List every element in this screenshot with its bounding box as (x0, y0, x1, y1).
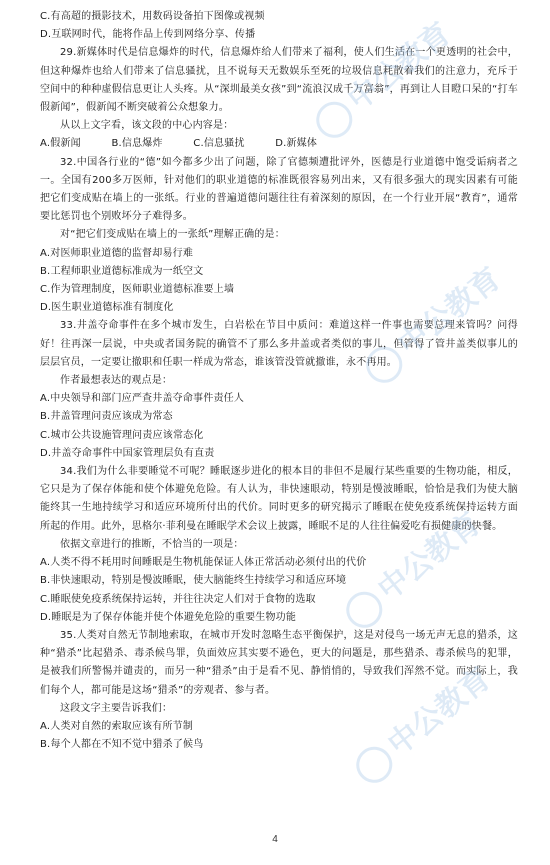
option-line: B.非快速眼动，特别是慢波睡眠，使大脑能终生持续学习和适应环境 (40, 575, 347, 587)
paragraph: 33.井盖夺命事件在多个城市发生，白岩松在节目中质问：难道这样一件事也需要总理来管吗？问得好！往再深一层说，中央或者国务院的确管不了那么多井盖或者类似的事儿，但管得了管井盖类似事儿的层层官员，一定要让撤职和任职一样成为常态，谁该管没管就撤谁，永不再用。 (40, 320, 518, 368)
watermark-logo: 中公教育 (353, 255, 508, 390)
watermark-logo: 中公教育 (333, 500, 488, 635)
option-line: A.人类不得不耗用时间睡眠是生物机能保证人体正常活动必须付出的代价 (40, 557, 367, 569)
option-line: B.井盖管理问责应该成为常态 (40, 411, 173, 423)
option-line: A.中央领导和部门应严查井盖夺命事件责任人 (40, 393, 245, 405)
paragraph: 作者最想表达的观点是： (60, 375, 173, 387)
option-line: A.对医师职业道德的监督却易行难 (40, 247, 194, 259)
option-line: D.井盖夺命事件中国家管理层负有直责 (40, 447, 215, 459)
option-line: B.每个人都在不知不觉中猎杀了候鸟 (40, 739, 204, 751)
option-line: C.城市公共设施管理问责应该常态化 (40, 429, 204, 441)
paragraph: 35.人类对自然无节制地索取，在城市开发时忽略生态平衡保护，这是对侵鸟一场无声无息的猎杀，这种“猎杀”比起猎杀、毒杀候鸟罪，负面效应其实要不逊色，更大的问题是，那些猎杀、毒杀候鸟的犯罪，是被我们所警惕并谴责的，而另一种“猎杀”由于是看不见、静悄悄的，导致我们浑然不觉。而实际上，我们每个人，都可能是这场“猎杀”的旁观者、参与者。 (40, 629, 518, 696)
option-line: C.有高超的摄影技术，用数码设备拍下图像或视频 (40, 11, 265, 22)
watermark-logo: 中公教育 (303, 10, 458, 145)
paragraph: 这段文字主要告诉我们： (60, 702, 173, 714)
option-line: D.睡眠是为了保存体能并使个体避免危险的重要生物功能 (40, 611, 297, 623)
paragraph: 对“把它们变成贴在墙上的一张纸”理解正确的是： (60, 229, 285, 241)
option-line: D.医生职业道德标准有制度化 (40, 302, 174, 314)
option-line: C.作为管理制度，医师职业道德标准要上墙 (40, 284, 235, 296)
paragraph: 依据文章进行的推断，不恰当的一项是： (60, 538, 244, 550)
option-line: A.假新闻 B.信息爆炸 C.信息骚扰 D.新媒体 (40, 138, 318, 150)
paragraph: 32.中国各行业的“德”如今都多少出了问题，除了官德频遭批评外，医德是行业道德中饱受诟病者之一。全国有200多万医师，针对他们的职业道德的标准既很容易列出来，又有很多强大的现实因素有可能把它们变成贴在墙上的一张纸。行业的普遍道德问题往往有着深刻的原因，在一个行业开展“教育”，通常要比惩罚也个别败坏分子难得多。 (40, 156, 518, 223)
document-body (40, 8, 518, 754)
option-line: A.人类对自然的索取应该有所节制 (40, 720, 194, 732)
watermark-logo: 中公教育 (343, 655, 498, 790)
paragraph: 从以上文字看，该文段的中心内容是： (60, 120, 234, 132)
option-line: C.睡眠使免疫系统保持运转，并往往决定人们对于食物的选取 (40, 593, 316, 605)
option-line: D.互联网时代，能将作品上传到网络分享、传播 (40, 29, 256, 41)
paragraph: 34.我们为什么非要睡觉不可呢？睡眠逐步进化的根本目的非但不是履行某些重要的生物功能，相反，它只是为了保存体能和使个体避免危险。有人认为，非快速眼动，特别是慢波睡眠，恰恰是我们为使大脑能终其一生地持续学习和适应环境所付出的代价。同时更多的研究揭示了睡眠在使免疫系统保持运转方面所起的作用。此外，思格尔·菲利曼在睡眠学术会议上披露，睡眠不足的人往往偏爱吃有损健康的快餐。 (40, 466, 518, 532)
option-line: B.工程师职业道德标准成为一纸空文 (40, 265, 204, 277)
paragraph: 29.新媒体时代是信息爆炸的时代，信息爆炸给人们带来了福利，使人们生活在一个更透明的社会中，但这种爆炸也给人们带来了信息骚扰，且不说每天无数娱乐至死的垃圾信息耗散着我们的注意力，充斥于空间中的种种虚假信息更让人头疼。从“深圳最美女孩”到“流浪汉成千万富翁”，再到让人目瞪口呆的“打车假新闻”，假新闻不断突破着公众想象力。 (40, 47, 518, 114)
page-number: 4 (272, 834, 278, 845)
